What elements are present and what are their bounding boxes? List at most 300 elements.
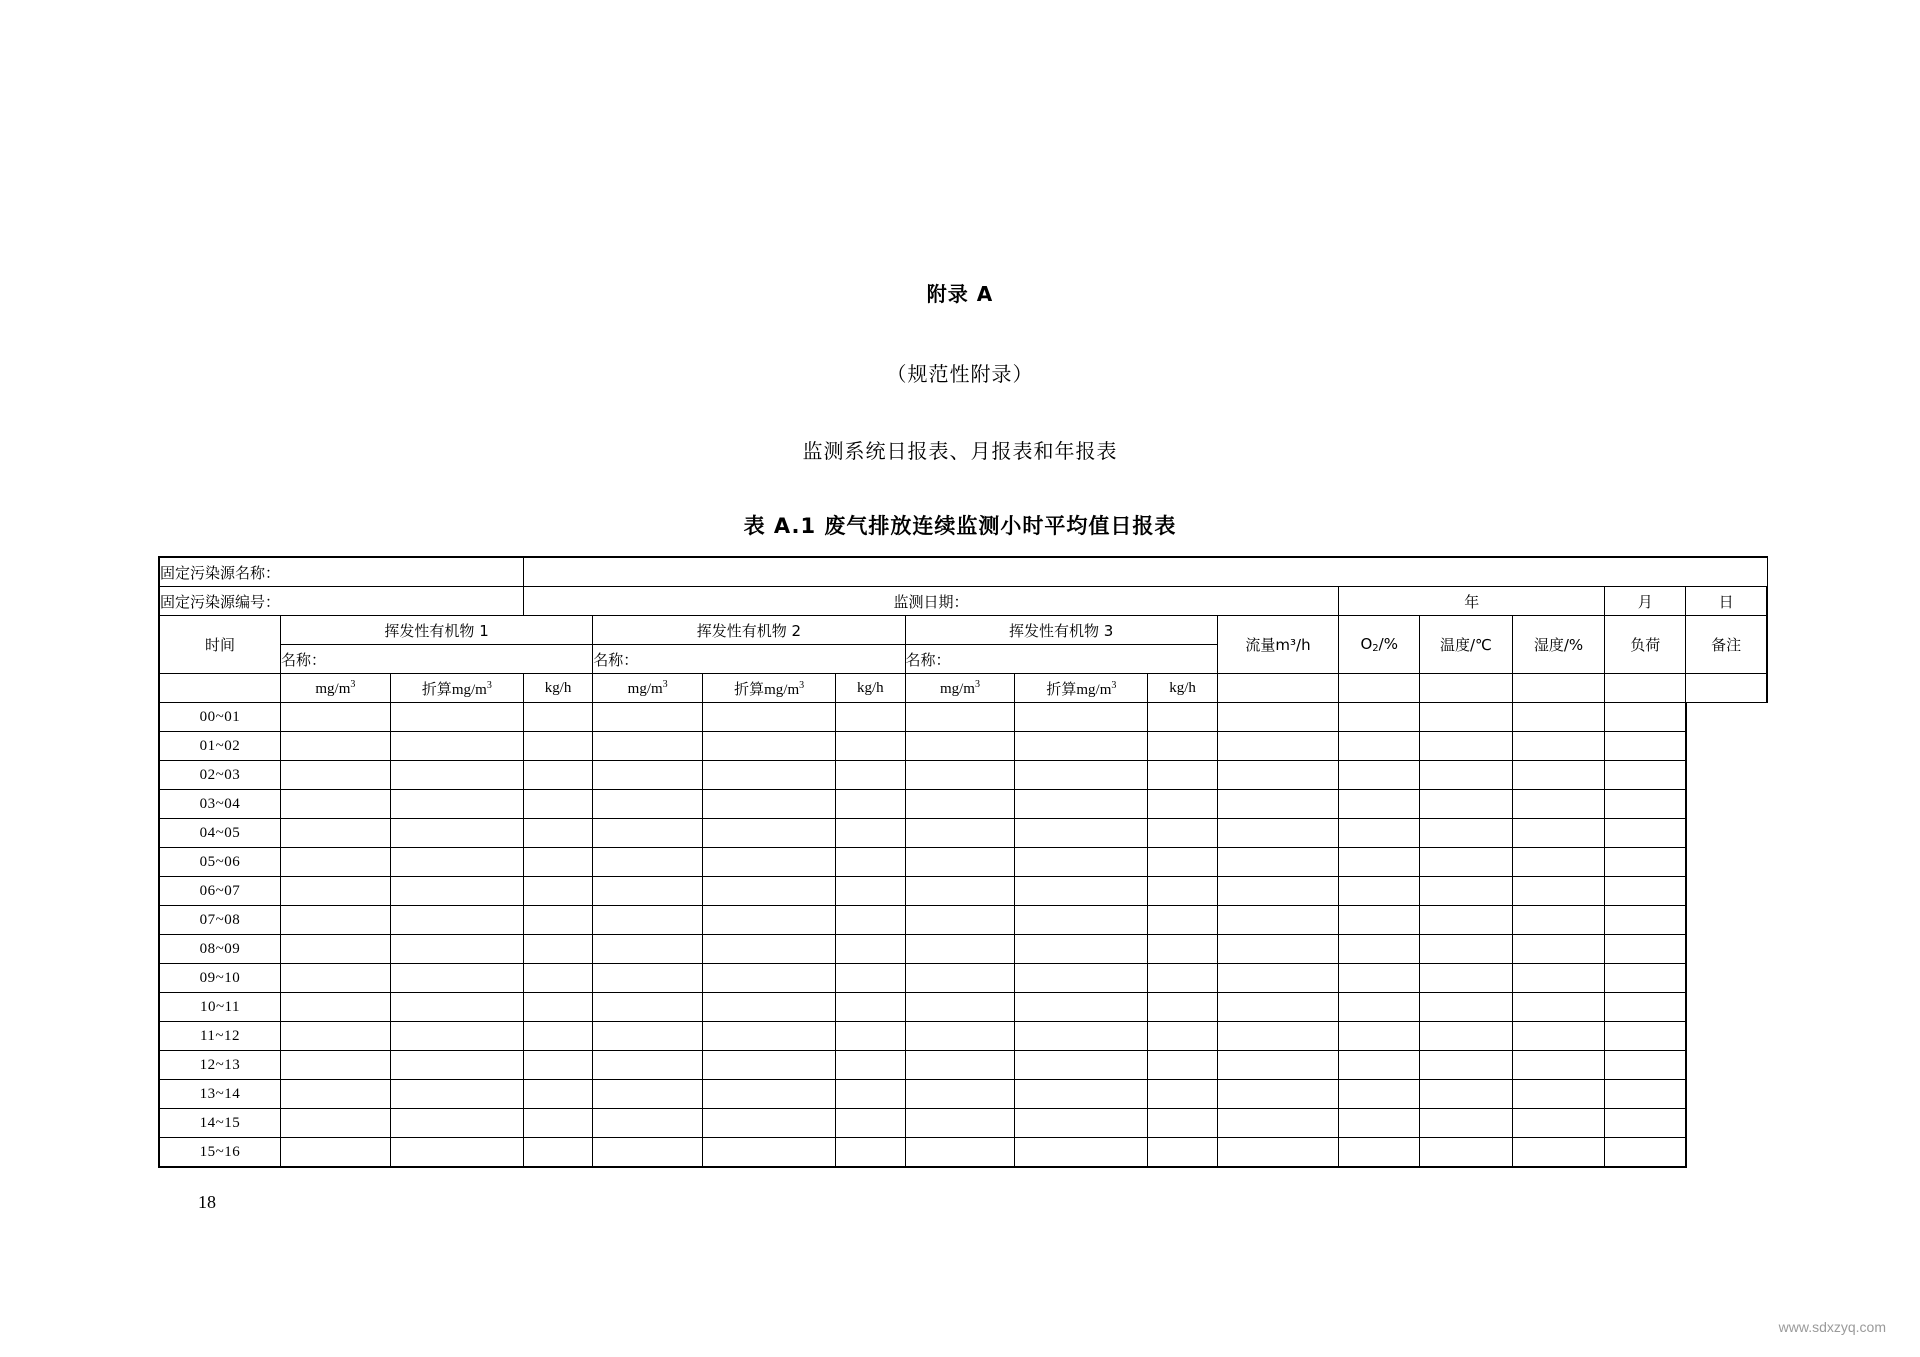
data-cell[interactable] — [280, 1138, 390, 1168]
table-caption: 表 A.1 废气排放连续监测小时平均值日报表 — [743, 514, 1177, 538]
data-cell[interactable] — [905, 1138, 1015, 1168]
data-cell[interactable] — [1217, 1022, 1338, 1051]
data-cell[interactable] — [1217, 703, 1338, 732]
data-cell[interactable] — [836, 877, 905, 906]
unit-voc1-converted — [390, 674, 523, 703]
time-range-cell: 05~06 — [159, 848, 280, 877]
data-cell[interactable] — [523, 877, 592, 906]
data-cell[interactable] — [703, 1022, 836, 1051]
data-cell[interactable] — [1148, 790, 1217, 819]
unit-cell-o2-blank — [1339, 674, 1420, 703]
data-cell[interactable] — [1015, 1109, 1148, 1138]
unit-text: 折算mg/m — [421, 681, 487, 698]
data-cell[interactable] — [280, 703, 390, 732]
data-cell[interactable] — [1512, 1138, 1605, 1168]
data-cell[interactable] — [1015, 906, 1148, 935]
table-row-group-titles — [159, 616, 1767, 645]
column-header-o2 — [1339, 616, 1420, 674]
data-cell[interactable] — [703, 993, 836, 1022]
data-cell[interactable] — [1605, 1138, 1686, 1168]
unit-text: mg/m — [939, 680, 975, 697]
data-cell[interactable] — [703, 1051, 836, 1080]
data-cell[interactable] — [1605, 1109, 1686, 1138]
data-cell[interactable] — [593, 935, 703, 964]
data-cell[interactable] — [1512, 1109, 1605, 1138]
data-cell[interactable] — [593, 790, 703, 819]
data-cell[interactable] — [593, 906, 703, 935]
data-cell[interactable] — [1420, 877, 1513, 906]
data-cell[interactable] — [390, 906, 523, 935]
data-cell[interactable] — [905, 1080, 1015, 1109]
group-name-label-voc2[interactable]: 名称： — [593, 645, 905, 674]
data-cell[interactable] — [1512, 1080, 1605, 1109]
unit-sup: 3 — [974, 678, 980, 690]
data-cell[interactable] — [1015, 819, 1148, 848]
data-cell[interactable] — [1148, 964, 1217, 993]
data-cell[interactable] — [1148, 1022, 1217, 1051]
data-cell[interactable] — [523, 848, 592, 877]
data-cell[interactable] — [1015, 964, 1148, 993]
data-cell[interactable] — [905, 819, 1015, 848]
data-cell[interactable] — [593, 819, 703, 848]
data-cell[interactable] — [1217, 1051, 1338, 1080]
data-cell[interactable] — [280, 1080, 390, 1109]
table-row-units — [159, 674, 1767, 703]
data-cell[interactable] — [390, 1138, 523, 1168]
data-cell[interactable] — [1339, 848, 1420, 877]
time-range-cell: 02~03 — [159, 761, 280, 790]
data-cell[interactable] — [703, 1138, 836, 1168]
appendix-kind: （规范性附录） — [886, 362, 1034, 386]
data-cell[interactable] — [593, 1051, 703, 1080]
data-cell[interactable] — [593, 1109, 703, 1138]
data-cell[interactable] — [1339, 1080, 1420, 1109]
monitor-date-label: 监测日期： — [523, 587, 1338, 616]
data-cell[interactable] — [1015, 761, 1148, 790]
data-cell[interactable] — [1512, 1022, 1605, 1051]
data-cell[interactable] — [1148, 761, 1217, 790]
data-cell[interactable] — [1217, 819, 1338, 848]
data-cell[interactable] — [1512, 790, 1605, 819]
data-cell[interactable] — [1605, 906, 1686, 935]
data-cell[interactable] — [1420, 906, 1513, 935]
data-cell[interactable] — [905, 1109, 1015, 1138]
group-title-voc3: 挥发性有机物 3 — [905, 616, 1217, 645]
data-cell[interactable] — [390, 1022, 523, 1051]
data-cell[interactable] — [1512, 1051, 1605, 1080]
data-cell[interactable] — [390, 848, 523, 877]
data-cell[interactable] — [1605, 993, 1686, 1022]
data-cell[interactable] — [1217, 935, 1338, 964]
unit-sup: 3 — [350, 678, 356, 690]
data-cell[interactable] — [523, 761, 592, 790]
unit-cell-humidity-blank — [1512, 674, 1605, 703]
data-cell[interactable] — [1605, 1051, 1686, 1080]
data-cell[interactable] — [280, 877, 390, 906]
data-cell[interactable] — [1420, 1138, 1513, 1168]
data-cell[interactable] — [523, 906, 592, 935]
data-cell[interactable] — [1015, 1022, 1148, 1051]
data-cell[interactable] — [836, 1022, 905, 1051]
data-cell[interactable] — [390, 819, 523, 848]
table-row — [159, 1022, 1767, 1051]
data-cell[interactable] — [280, 761, 390, 790]
o2-main: O — [1360, 635, 1373, 653]
unit-sup: 3 — [486, 679, 492, 691]
data-cell[interactable] — [593, 993, 703, 1022]
data-cell[interactable] — [1512, 906, 1605, 935]
data-cell[interactable] — [593, 877, 703, 906]
unit-cell-temperature-blank — [1420, 674, 1513, 703]
data-cell[interactable] — [523, 819, 592, 848]
data-cell[interactable] — [1217, 1109, 1338, 1138]
data-cell[interactable] — [1512, 877, 1605, 906]
data-cell[interactable] — [1015, 993, 1148, 1022]
data-cell[interactable] — [1512, 703, 1605, 732]
table-row — [159, 703, 1767, 732]
data-cell[interactable] — [523, 1109, 592, 1138]
data-cell[interactable] — [1420, 1080, 1513, 1109]
data-cell[interactable] — [836, 1109, 905, 1138]
column-header-load: 负荷 — [1605, 616, 1686, 674]
data-cell[interactable] — [703, 877, 836, 906]
data-cell[interactable] — [1420, 935, 1513, 964]
data-cell[interactable] — [390, 732, 523, 761]
data-cell[interactable] — [1015, 1051, 1148, 1080]
data-cell[interactable] — [1015, 877, 1148, 906]
time-range-cell: 15~16 — [159, 1138, 280, 1168]
data-cell[interactable] — [593, 1138, 703, 1168]
data-cell[interactable] — [836, 964, 905, 993]
unit-cell-load-blank — [1605, 674, 1686, 703]
data-cell[interactable] — [836, 993, 905, 1022]
data-cell[interactable] — [523, 790, 592, 819]
data-cell[interactable] — [905, 1022, 1015, 1051]
data-cell[interactable] — [593, 1022, 703, 1051]
data-cell[interactable] — [1339, 1138, 1420, 1168]
unit-cell-remark-blank — [1686, 674, 1767, 703]
data-cell[interactable] — [390, 1109, 523, 1138]
data-cell[interactable] — [1339, 964, 1420, 993]
data-cell[interactable] — [280, 732, 390, 761]
data-cell[interactable] — [905, 877, 1015, 906]
data-cell[interactable] — [1420, 964, 1513, 993]
data-cell[interactable] — [836, 906, 905, 935]
page-number: 18 — [198, 1192, 216, 1212]
data-cell[interactable] — [390, 790, 523, 819]
watermark: www.sdxzyq.com — [1778, 1319, 1886, 1335]
data-cell[interactable] — [523, 964, 592, 993]
data-cell[interactable] — [1339, 761, 1420, 790]
data-cell[interactable] — [390, 761, 523, 790]
data-cell[interactable] — [1512, 964, 1605, 993]
data-cell[interactable] — [1148, 819, 1217, 848]
data-cell[interactable] — [1015, 1080, 1148, 1109]
data-cell[interactable] — [280, 906, 390, 935]
data-cell[interactable] — [1420, 1109, 1513, 1138]
table-row — [159, 761, 1767, 790]
data-cell[interactable] — [1015, 1138, 1148, 1168]
data-cell[interactable] — [280, 964, 390, 993]
data-cell[interactable] — [390, 1051, 523, 1080]
data-cell[interactable] — [1605, 964, 1686, 993]
data-cell[interactable] — [523, 732, 592, 761]
data-cell[interactable] — [1512, 819, 1605, 848]
table-row — [159, 993, 1767, 1022]
data-cell[interactable] — [905, 703, 1015, 732]
data-cell[interactable] — [523, 1051, 592, 1080]
data-cell[interactable] — [1148, 1138, 1217, 1168]
data-cell[interactable] — [905, 848, 1015, 877]
column-header-humidity: 湿度/% — [1512, 616, 1605, 674]
data-cell[interactable] — [593, 964, 703, 993]
time-range-cell: 04~05 — [159, 819, 280, 848]
data-cell[interactable] — [1605, 1022, 1686, 1051]
data-cell[interactable] — [1015, 703, 1148, 732]
data-cell[interactable] — [1605, 703, 1686, 732]
data-cell[interactable] — [1148, 935, 1217, 964]
table-row — [159, 1109, 1767, 1138]
data-cell[interactable] — [523, 935, 592, 964]
data-cell[interactable] — [1605, 1080, 1686, 1109]
data-cell[interactable] — [703, 819, 836, 848]
table-row — [159, 1051, 1767, 1080]
data-cell[interactable] — [1339, 1051, 1420, 1080]
data-cell[interactable] — [390, 964, 523, 993]
table-row — [159, 790, 1767, 819]
data-cell[interactable] — [1148, 703, 1217, 732]
data-cell[interactable] — [1339, 790, 1420, 819]
table-row — [159, 877, 1767, 906]
unit-voc1-kgh: kg/h — [523, 674, 592, 703]
data-cell[interactable] — [1512, 732, 1605, 761]
data-cell[interactable] — [1339, 906, 1420, 935]
data-cell[interactable] — [1605, 819, 1686, 848]
data-cell[interactable] — [390, 935, 523, 964]
data-cell[interactable] — [836, 819, 905, 848]
data-cell[interactable] — [1217, 964, 1338, 993]
time-range-cell: 03~04 — [159, 790, 280, 819]
data-cell[interactable] — [280, 935, 390, 964]
unit-voc3-kgh: kg/h — [1148, 674, 1217, 703]
data-cell[interactable] — [1605, 732, 1686, 761]
data-cell[interactable] — [1512, 848, 1605, 877]
data-cell[interactable] — [1217, 1080, 1338, 1109]
data-cell[interactable] — [1512, 935, 1605, 964]
data-cell[interactable] — [1512, 993, 1605, 1022]
data-cell[interactable] — [1339, 703, 1420, 732]
data-cell[interactable] — [593, 848, 703, 877]
data-cell[interactable] — [905, 761, 1015, 790]
source-name-value[interactable] — [523, 557, 1767, 587]
group-name-label-voc1[interactable]: 名称： — [280, 645, 592, 674]
data-cell[interactable] — [905, 964, 1015, 993]
unit-text: mg/m — [315, 680, 351, 697]
day-label: 日 — [1686, 587, 1767, 616]
data-cell[interactable] — [593, 703, 703, 732]
data-cell[interactable] — [1605, 790, 1686, 819]
data-cell[interactable] — [703, 906, 836, 935]
data-cell[interactable] — [836, 703, 905, 732]
time-range-cell: 12~13 — [159, 1051, 280, 1080]
data-cell[interactable] — [905, 906, 1015, 935]
time-range-cell: 08~09 — [159, 935, 280, 964]
data-cell[interactable] — [523, 1022, 592, 1051]
data-cell[interactable] — [280, 848, 390, 877]
unit-voc1-mg — [280, 674, 390, 703]
unit-voc2-mg — [593, 674, 703, 703]
data-cell[interactable] — [1148, 732, 1217, 761]
time-range-cell: 10~11 — [159, 993, 280, 1022]
data-cell[interactable] — [836, 1080, 905, 1109]
data-cell[interactable] — [703, 761, 836, 790]
unit-sup: 3 — [799, 679, 805, 691]
data-cell[interactable] — [1217, 1138, 1338, 1168]
data-cell[interactable] — [1339, 993, 1420, 1022]
data-cell[interactable] — [1217, 906, 1338, 935]
data-cell[interactable] — [280, 993, 390, 1022]
data-cell[interactable] — [905, 935, 1015, 964]
data-cell[interactable] — [390, 703, 523, 732]
data-cell[interactable] — [1339, 819, 1420, 848]
data-cell[interactable] — [280, 1051, 390, 1080]
time-range-cell: 00~01 — [159, 703, 280, 732]
data-cell[interactable] — [523, 703, 592, 732]
data-cell[interactable] — [1605, 848, 1686, 877]
data-cell[interactable] — [280, 1109, 390, 1138]
daily-report-table-wrapper — [158, 556, 1768, 1168]
daily-report-table — [158, 556, 1768, 1168]
o2-tail: /% — [1378, 635, 1398, 653]
data-cell[interactable] — [593, 761, 703, 790]
data-cell[interactable] — [1420, 993, 1513, 1022]
data-cell[interactable] — [1512, 761, 1605, 790]
unit-sup: 3 — [662, 678, 668, 690]
data-cell[interactable] — [1217, 848, 1338, 877]
data-cell[interactable] — [1420, 848, 1513, 877]
appendix-title: 附录 A — [926, 282, 994, 306]
data-cell[interactable] — [836, 935, 905, 964]
data-cell[interactable] — [1217, 877, 1338, 906]
data-cell[interactable] — [1420, 1022, 1513, 1051]
unit-voc2-converted — [703, 674, 836, 703]
data-cell[interactable] — [1148, 1051, 1217, 1080]
data-cell[interactable] — [1420, 790, 1513, 819]
data-cell[interactable] — [836, 732, 905, 761]
data-cell[interactable] — [1605, 761, 1686, 790]
table-row-source-code — [159, 587, 1767, 616]
data-cell[interactable] — [1015, 935, 1148, 964]
table-row — [159, 848, 1767, 877]
data-cell[interactable] — [1420, 732, 1513, 761]
data-cell[interactable] — [836, 1051, 905, 1080]
data-cell[interactable] — [1339, 732, 1420, 761]
data-cell[interactable] — [280, 819, 390, 848]
data-cell[interactable] — [1217, 993, 1338, 1022]
data-cell[interactable] — [836, 848, 905, 877]
time-range-cell: 07~08 — [159, 906, 280, 935]
data-cell[interactable] — [836, 761, 905, 790]
data-cell[interactable] — [1148, 1109, 1217, 1138]
data-cell[interactable] — [1339, 877, 1420, 906]
source-name-label: 固定污染源名称： — [159, 557, 523, 587]
data-cell[interactable] — [1015, 848, 1148, 877]
table-row — [159, 906, 1767, 935]
data-cell[interactable] — [703, 964, 836, 993]
data-cell[interactable] — [390, 993, 523, 1022]
data-cell[interactable] — [905, 732, 1015, 761]
data-cell[interactable] — [703, 1109, 836, 1138]
data-cell[interactable] — [836, 1138, 905, 1168]
data-cell[interactable] — [1148, 1080, 1217, 1109]
data-cell[interactable] — [905, 993, 1015, 1022]
data-cell[interactable] — [1217, 761, 1338, 790]
data-cell[interactable] — [523, 1080, 592, 1109]
unit-voc3-converted — [1015, 674, 1148, 703]
data-cell[interactable] — [1420, 703, 1513, 732]
data-cell[interactable] — [1217, 732, 1338, 761]
table-row-source-name — [159, 557, 1767, 587]
data-cell[interactable] — [836, 790, 905, 819]
data-cell[interactable] — [1015, 790, 1148, 819]
data-cell[interactable] — [1420, 1051, 1513, 1080]
data-cell[interactable] — [703, 703, 836, 732]
column-header-temperature: 温度/℃ — [1420, 616, 1513, 674]
data-cell[interactable] — [1420, 761, 1513, 790]
data-cell[interactable] — [1339, 1022, 1420, 1051]
data-cell[interactable] — [703, 790, 836, 819]
data-cell[interactable] — [280, 790, 390, 819]
time-range-cell: 14~15 — [159, 1109, 280, 1138]
data-cell[interactable] — [1605, 877, 1686, 906]
data-cell[interactable] — [593, 732, 703, 761]
time-range-cell: 09~10 — [159, 964, 280, 993]
data-cell[interactable] — [703, 935, 836, 964]
data-cell[interactable] — [1148, 906, 1217, 935]
data-cell[interactable] — [1605, 935, 1686, 964]
unit-cell-flow-blank — [1217, 674, 1338, 703]
table-row — [159, 935, 1767, 964]
data-cell[interactable] — [1420, 819, 1513, 848]
data-cell[interactable] — [905, 1051, 1015, 1080]
data-cell[interactable] — [390, 877, 523, 906]
data-cell[interactable] — [390, 1080, 523, 1109]
data-cell[interactable] — [1148, 848, 1217, 877]
source-code-label: 固定污染源编号： — [159, 587, 523, 616]
data-cell[interactable] — [1217, 790, 1338, 819]
data-cell[interactable] — [905, 790, 1015, 819]
data-cell[interactable] — [1148, 993, 1217, 1022]
data-cell[interactable] — [523, 1138, 592, 1168]
data-cell[interactable] — [1339, 935, 1420, 964]
group-name-label-voc3[interactable]: 名称： — [905, 645, 1217, 674]
column-header-time: 时间 — [159, 616, 280, 674]
data-cell[interactable] — [280, 1022, 390, 1051]
column-header-flow: 流量m³/h — [1217, 616, 1338, 674]
data-cell[interactable] — [1148, 877, 1217, 906]
data-cell[interactable] — [1339, 1109, 1420, 1138]
unit-text: 折算mg/m — [1046, 681, 1112, 698]
data-cell[interactable] — [703, 848, 836, 877]
data-cell[interactable] — [1015, 732, 1148, 761]
unit-voc3-mg — [905, 674, 1015, 703]
time-range-cell: 01~02 — [159, 732, 280, 761]
table-row — [159, 964, 1767, 993]
data-cell[interactable] — [703, 1080, 836, 1109]
data-cell[interactable] — [593, 1080, 703, 1109]
data-cell[interactable] — [523, 993, 592, 1022]
data-cell[interactable] — [703, 732, 836, 761]
